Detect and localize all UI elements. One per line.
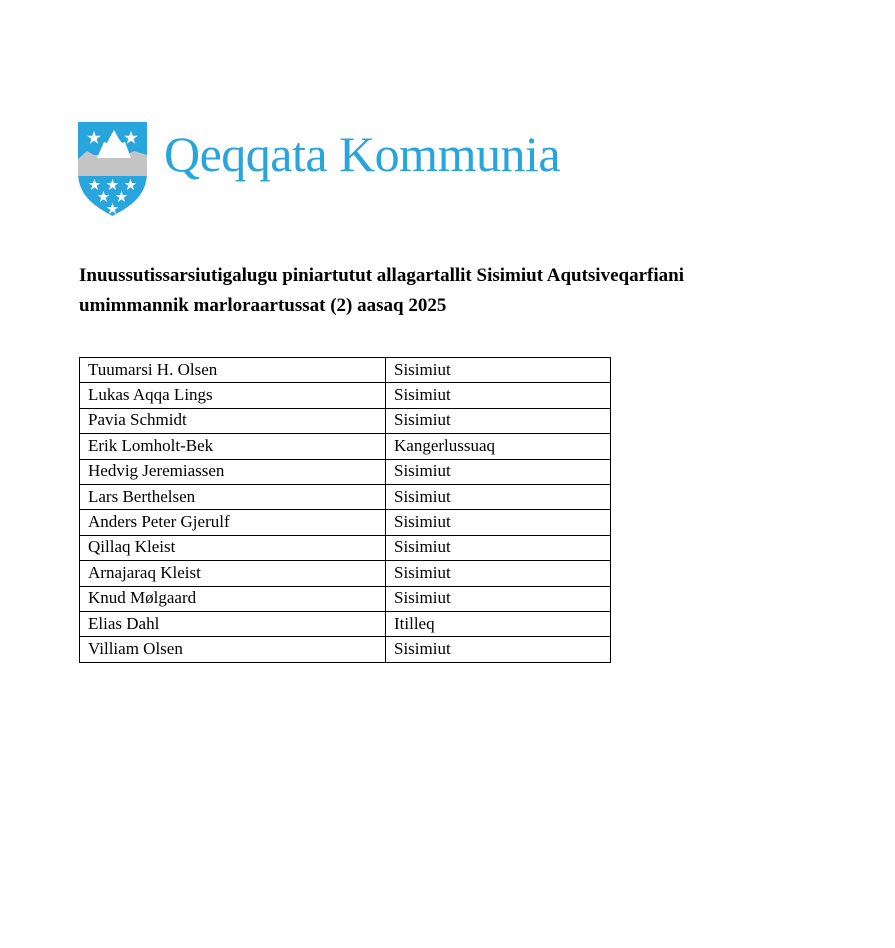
- cell-place: Sisimiut: [386, 383, 611, 408]
- table-row: [80, 459, 611, 484]
- table-row: [80, 408, 611, 433]
- cell-place: Sisimiut: [386, 408, 611, 433]
- participants-table: [79, 357, 611, 663]
- cell-name: Arnajaraq Kleist: [80, 561, 386, 586]
- table-row: [80, 383, 611, 408]
- cell-place: Sisimiut: [386, 586, 611, 611]
- table-row: [80, 535, 611, 560]
- table-row: [80, 561, 611, 586]
- cell-name: Lukas Aqqa Lings: [80, 383, 386, 408]
- table-row: [80, 358, 611, 383]
- cell-place: Itilleq: [386, 611, 611, 636]
- table-row: [80, 637, 611, 662]
- logo: [78, 122, 560, 216]
- table-row: [80, 510, 611, 535]
- document-title: [79, 261, 819, 321]
- cell-place: Sisimiut: [386, 484, 611, 509]
- cell-name: Hedvig Jeremiassen: [80, 459, 386, 484]
- cell-name: Knud Mølgaard: [80, 586, 386, 611]
- cell-place: Sisimiut: [386, 358, 611, 383]
- cell-place: Sisimiut: [386, 535, 611, 560]
- cell-place: Sisimiut: [386, 637, 611, 662]
- cell-name: Erik Lomholt-Bek: [80, 434, 386, 459]
- table-row: [80, 484, 611, 509]
- cell-name: Qillaq Kleist: [80, 535, 386, 560]
- table-row: [80, 611, 611, 636]
- cell-name: Villiam Olsen: [80, 637, 386, 662]
- org-name: Qeqqata Kommunia: [164, 126, 561, 182]
- cell-name: Anders Peter Gjerulf: [80, 510, 386, 535]
- document-title-line1: Inuussutissarsiutigalugu piniartutut allagartallit Sisimiut Aqutsiveqarfiani: [79, 265, 684, 286]
- cell-place: Kangerlussuaq: [386, 434, 611, 459]
- coat-of-arms-icon: [78, 122, 147, 216]
- table-row: [80, 586, 611, 611]
- cell-place: Sisimiut: [386, 459, 611, 484]
- cell-place: Sisimiut: [386, 561, 611, 586]
- table-row: [80, 434, 611, 459]
- cell-name: Tuumarsi H. Olsen: [80, 358, 386, 383]
- cell-name: Pavia Schmidt: [80, 408, 386, 433]
- cell-name: Lars Berthelsen: [80, 484, 386, 509]
- cell-place: Sisimiut: [386, 510, 611, 535]
- participants-table-body: [80, 358, 611, 663]
- document-title-line2: umimmannik marloraartussat (2) aasaq 2025: [79, 295, 447, 316]
- cell-name: Elias Dahl: [80, 611, 386, 636]
